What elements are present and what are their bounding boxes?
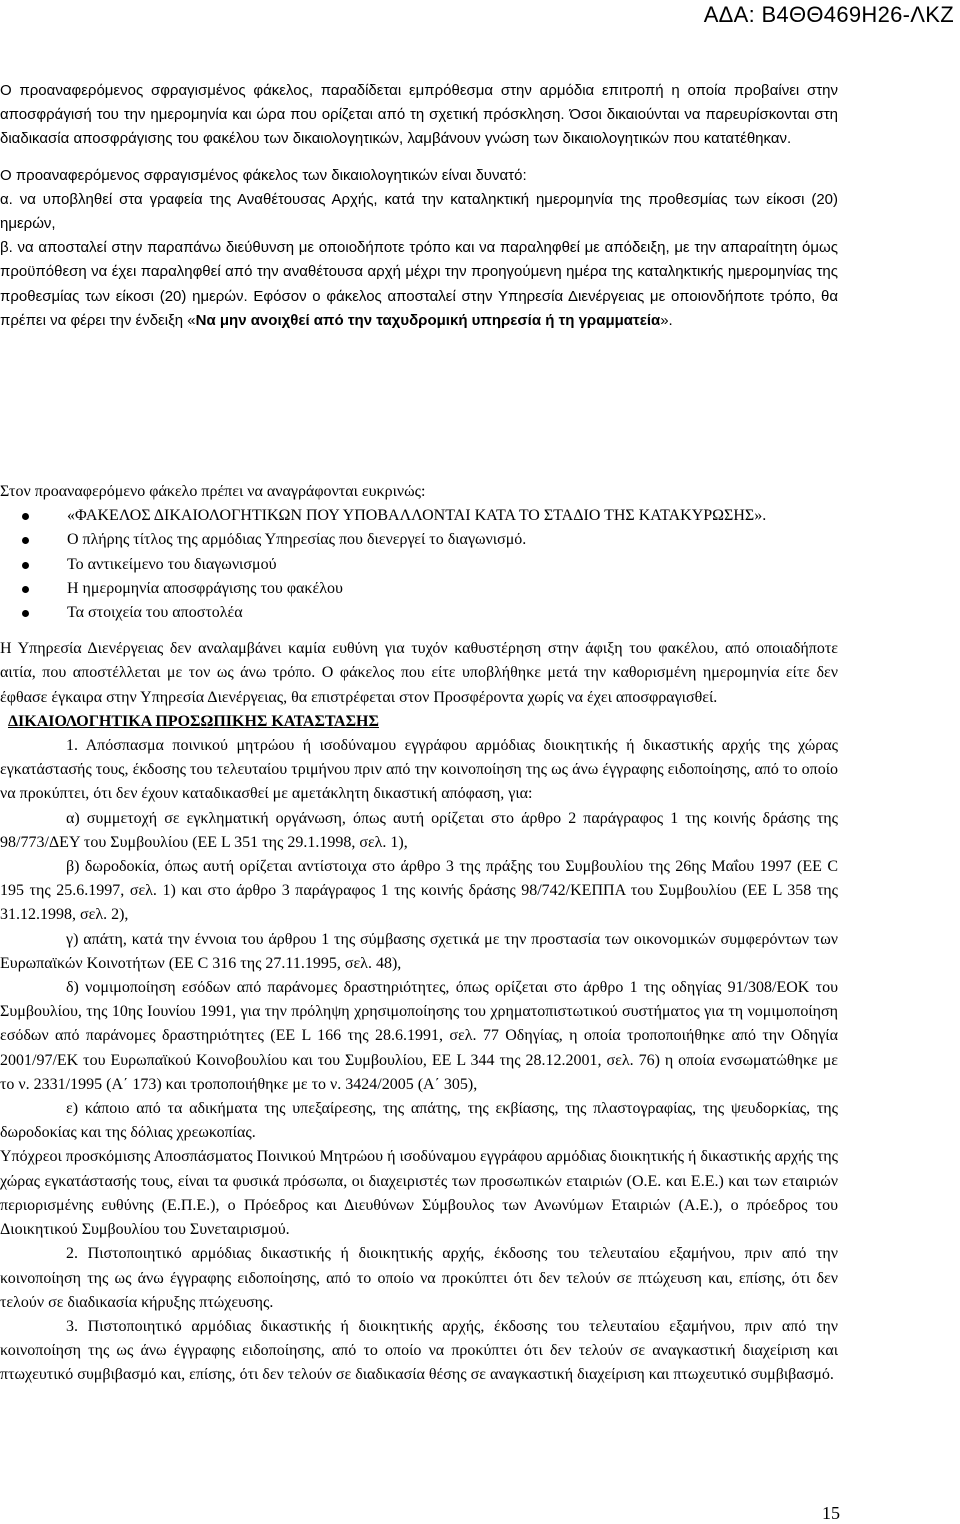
page-number: 15 bbox=[822, 1503, 840, 1523]
bullet-item bbox=[0, 504, 838, 528]
option-b-paragraph bbox=[0, 236, 838, 333]
bullet-icon bbox=[22, 610, 29, 617]
bullet-text: Ο πλήρης τίτλος της αρμόδιας Υπηρεσίας που διενεργεί το διαγωνισμό. bbox=[67, 531, 527, 549]
option-b-bold-marking: Να μην ανοιχθεί από την ταχυδρομική υπηρεσία ή τη γραμματεία bbox=[195, 311, 661, 329]
sub-item-b: β) δωροδοκία, όπως αυτή ορίζεται αντίστοιχα στο άρθρο 3 της πράξης του Συμβουλίου της 26ης Μαΐου 1997 (ΕΕ C 195 της 25.6.1997, σελ. 1) και στο άρθρο 3 παράγραφος 1 της κοινής δράσης 98/742/ΚΕΠΠΑ του Συμβουλίου (ΕΕ L 358 της 31.12.1998, σελ. 2), bbox=[0, 858, 839, 924]
option-a-paragraph: α. να υποβληθεί στα γραφεία της Αναθέτουσας Αρχής, κατά την καταληκτική ημερομηνία της προθεσμίας των είκοσι (20) ημερών, bbox=[0, 190, 838, 233]
bullet-item bbox=[0, 601, 838, 625]
envelope-options-intro: Ο προαναφερόμενος σφραγισμένος φάκελος των δικαιολογητικών είναι δυνατό: bbox=[0, 166, 527, 184]
liability-paragraph: Η Υπηρεσία Διενέργειας δεν αναλαμβάνει καμία ευθύνη για τυχόν καθυστέρηση στην άφιξη του φακέλου, από οποιαδήποτε αιτία, που αποστέλλεται με τον ως άνω τρόπο. Ο φάκελος που είτε υποβλήθηκε μετά την καθορισμένη ημερομηνία είτε δεν έφθασε έγκαιρα στην Υπηρεσία Διενέργειας, θα επιστρέφεται στον Προσφέροντα χωρίς να έχει αποσφραγισθεί. bbox=[0, 640, 838, 706]
item-2-paragraph: 2. Πιστοποιητικό αρμόδιας δικαστικής ή διοικητικής αρχής, έκδοσης του τελευταίου εξαμήνου, πριν από την κοινοποίηση της ως άνω έγγραφης ειδοποίησης, από το οποίο να προκύπτει ότι δεν τελούν σε πτώχευση και, επίσης, ότι δεν τελούν σε διαδικασία κήρυξης πτώχευσης. bbox=[0, 1245, 838, 1311]
bullet-item bbox=[0, 553, 838, 577]
bullet-item bbox=[0, 577, 838, 601]
bullet-icon bbox=[22, 586, 29, 593]
bullet-icon bbox=[22, 513, 29, 520]
item-3-paragraph: 3. Πιστοποιητικό αρμόδιας δικαστικής ή διοικητικής αρχής, έκδοσης του τελευταίου εξαμήνου, πριν από την κοινοποίηση της ως άνω έγγραφης ειδοποίησης, από το οποίο να προκύπτει ότι δεν τελούν σε αναγκαστική διαχείριση και πτωχευτικό συμβιβασμό και, επίσης, ότι δεν τελούν σε διαδικασία θέσης σε αναγκαστική διαχείριση και πτωχευτικό συμβιβασμό. bbox=[0, 1317, 838, 1384]
bullet-icon bbox=[22, 537, 29, 544]
bullet-text: Τα στοιχεία του αποστολέα bbox=[67, 604, 243, 622]
bullet-icon bbox=[22, 562, 29, 569]
marking-bullet-list bbox=[0, 504, 838, 625]
marking-intro: Στον προαναφερόμενο φάκελο πρέπει να αναγράφονται ευκρινώς: bbox=[0, 483, 426, 500]
option-b-end: ». bbox=[660, 311, 673, 329]
obligated-persons-paragraph: Υπόχρεοι προσκόμισης Αποσπάσματος Ποινικού Μητρώου ή ισοδύναμου εγγράφου αρμόδιας διοικητικής ή δικαστικής αρχής της χώρας εγκατάστασής τους, είναι τα φυσικά πρόσωπα, οι διαχειριστές των προσωπικών εταιριών (Ο.Ε. και Ε.Ε.) και των εταιριών περιορισμένης ευθύνης (Ε.Π.Ε.), ο Πρόεδρος και Διευθύνων Σύμβουλος των Ανωνύμων Εταιριών (Α.Ε.), ο πρόεδρος του Διοικητικού Συμβουλίου του Συνεταιρισμού. bbox=[0, 1148, 838, 1239]
bullet-item bbox=[0, 528, 838, 552]
option-b-text: β. να αποσταλεί στην παραπάνω διεύθυνση με οποιοδήποτε τρόπο και να παραληφθεί με απόδειξη, με την απαραίτητη όμως προϋπόθεση να έχει παραληφθεί από την αναθέτουσα αρχή μέχρι την προηγούμενη ημέρα της καταληκτικής ημερομηνίας της προθεσμίας των είκοσι (20) ημερών. Εφόσον ο φάκελος αποσταλεί στην Υπηρεσία Διενέργειας με οποιονδήποτε τρόπο, θα πρέπει να φέρει την ένδειξη « bbox=[0, 239, 838, 329]
envelope-submission-section bbox=[0, 79, 838, 333]
sub-item-c: γ) απάτη, κατά την έννοια του άρθρου 1 της σύμβασης σχετικά με την προστασία των οικονομικών συμφερόντων των Ευρωπαϊκών Κοινοτήτων (ΕΕ C 316 της 27.11.1995, σελ. 48), bbox=[0, 930, 838, 972]
ada-code: ΑΔΑ: Β4ΘΘ469Η26-ΛΚΖ bbox=[703, 2, 954, 27]
sub-item-e: ε) κάποιο από τα αδικήματα της υπεξαίρεσης, της απάτης, της εκβίασης, της πλαστογραφίας, της ψευδορκίας, της δωροδοκίας και της δόλιας χρεωκοπίας. bbox=[0, 1100, 838, 1142]
bullet-text: Το αντικείμενο του διαγωνισμού bbox=[67, 555, 277, 573]
bullet-text: «ΦΑΚΕΛΟΣ ΔΙΚΑΙΟΛΟΓΗΤΙΚΩΝ ΠΟΥ ΥΠΟΒΑΛΛΟΝΤΑΙ ΚΑΤΑ ΤΟ ΣΤΑΔΙΟ ΤΗΣ ΚΑΤΑΚΥΡΩΣΗΣ». bbox=[67, 507, 767, 525]
bullet-text: Η ημερομηνία αποσφράγισης του φακέλου bbox=[67, 579, 343, 597]
envelope-marking-section bbox=[0, 480, 838, 1388]
section-heading: ΔΙΚΑΙΟΛΟΓΗΤΙΚΑ ΠΡΟΣΩΠΙΚΗΣ ΚΑΤΑΣΤΑΣΗΣ bbox=[8, 712, 379, 730]
sub-item-d: δ) νομιμοποίηση εσόδων από παράνομες δραστηριότητες, όπως ορίζεται στο άρθρο 1 της οδηγίας 91/308/ΕΟΚ του Συμβουλίου, της 10ης Ιουνίου 1991, για την πρόληψη χρησιμοποίησης του χρηματοπιστωτικού συστήματος για τη νομιμοποίηση εσόδων από παράνομες δραστηριότητες (ΕΕ L 166 της 28.6.1991, σελ. 77 Οδηγίας, η οποία τροποποιήθηκε από την Οδηγία 2001/97/ΕΚ του Ευρωπαϊκού Κοινοβουλίου και του Συμβουλίου, ΕΕ L 344 της 28.12.2001, σελ. 76) η οποία ενσωματώθηκε με το ν. 2331/1995 (Α΄ 173) και τροποποιήθηκε με το ν. 3424/2005 (Α΄ 305), bbox=[0, 979, 838, 1093]
sub-item-a: α) συμμετοχή σε εγκληματική οργάνωση, όπως αυτή ορίζεται στο άρθρο 2 παράγραφος 1 της κοινής δράσης της 98/773/ΔΕΥ του Συμβουλίου (ΕΕ L 351 της 29.1.1998, σελ. 1), bbox=[0, 809, 838, 851]
opening-paragraph: Ο προαναφερόμενος σφραγισμένος φάκελος, παραδίδεται εμπρόθεσμα στην αρμόδια επιτροπή η οποία προβαίνει στην αποσφράγισή του την ημερομηνία και ώρα που ορίζεται από τη σχετική πρόσκληση. Όσοι δικαιούνται να παρευρίσκονται στη διαδικασία αποσφράγισης του φακέλου των δικαιολογητικών, λαμβάνουν γνώση των δικαιολογητικών που κατατέθηκαν. bbox=[0, 82, 838, 148]
item-1-paragraph: 1. Απόσπασμα ποινικού μητρώου ή ισοδύναμου εγγράφου αρμόδιας διοικητικής ή δικαστικής αρχής της χώρας εγκατάστασής τους, έκδοσης του τελευταίου τριμήνου πριν από την κοινοποίηση της ως άνω έγγραφης ειδοποίησης, από το οποίο να προκύπτει, ότι δεν έχουν καταδικασθεί με αμετάκλητη δικαστική απόφαση, για: bbox=[0, 737, 838, 803]
